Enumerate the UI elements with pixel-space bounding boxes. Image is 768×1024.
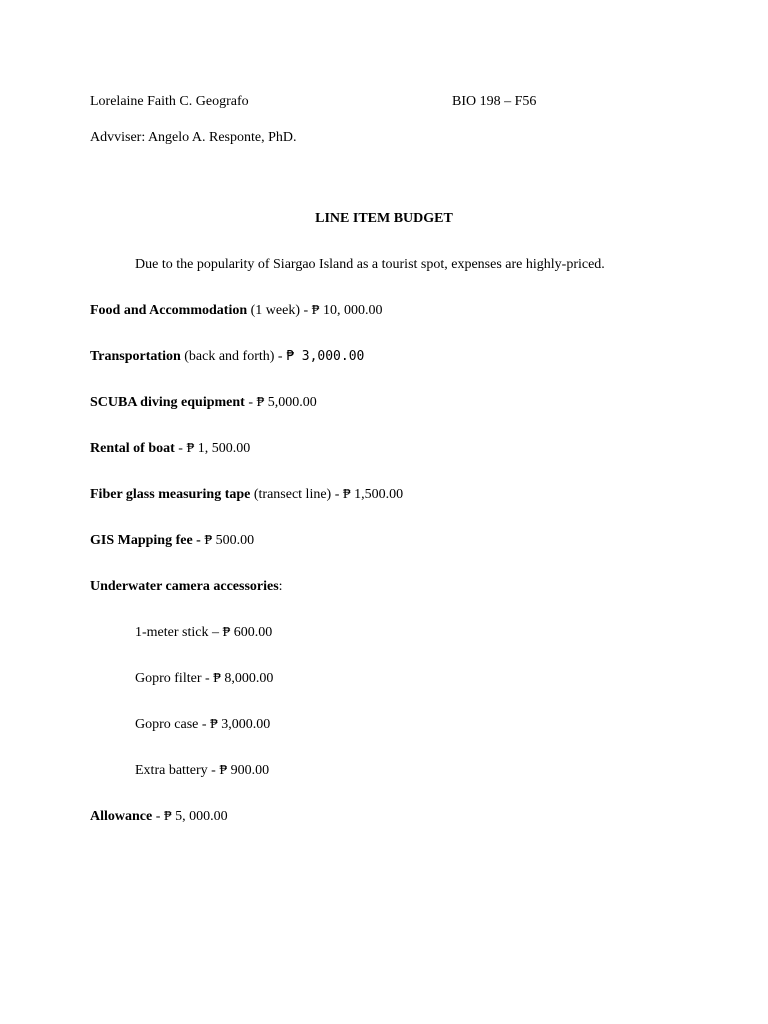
sub-item-filter: Gopro filter - ₱ 8,000.00: [135, 671, 274, 686]
budget-item-tape: [90, 486, 403, 504]
author-name: Lorelaine Faith C. Geografo: [90, 94, 249, 109]
item-amount: ₱ 5,000.00: [256, 395, 317, 410]
adviser-line: Advviser: Angelo A. Responte, PhD.: [90, 130, 297, 145]
item-detail: (1 week) -: [247, 303, 312, 318]
item-amount: ₱ 1,500.00: [342, 487, 404, 502]
item-amount: ₱ 10, 000.00: [311, 303, 383, 318]
item-detail: (transect line) -: [250, 487, 343, 502]
course-code: BIO 198 – F56: [452, 94, 537, 109]
budget-item-scuba: [90, 394, 317, 412]
item-label: Transportation: [90, 349, 181, 364]
item-label: Fiber glass measuring tape: [90, 487, 251, 502]
item-detail: :: [278, 579, 283, 594]
item-detail: -: [244, 395, 257, 410]
item-amount: ₱ 500.00: [204, 533, 255, 548]
sub-item-stick: 1-meter stick – ₱ 600.00: [135, 625, 273, 640]
budget-item-boat: [90, 440, 250, 458]
item-detail: (back and forth) -: [180, 349, 287, 364]
item-label: Food and Accommodation: [90, 303, 248, 318]
item-label: Allowance: [90, 809, 153, 824]
item-amount: ₱ 1, 500.00: [186, 441, 251, 456]
item-label: SCUBA diving equipment: [90, 395, 245, 410]
sub-item-case: Gopro case - ₱ 3,000.00: [135, 717, 271, 732]
item-label: GIS Mapping fee -: [90, 533, 201, 548]
budget-item-gis: [90, 532, 254, 550]
budget-item-allowance: [90, 808, 228, 826]
item-amount: ₱ 3,000.00: [286, 349, 365, 364]
budget-item-camera: [90, 578, 283, 596]
intro-paragraph: Due to the popularity of Siargao Island as a tourist spot, expenses are highly-priced.: [135, 257, 605, 272]
budget-item-food: [90, 302, 382, 320]
item-detail: -: [174, 441, 187, 456]
document-title: LINE ITEM BUDGET: [315, 211, 453, 226]
item-label: Underwater camera accessories: [90, 579, 279, 594]
item-label: Rental of boat: [90, 441, 175, 456]
budget-item-transportation: [90, 348, 364, 366]
item-detail: -: [152, 809, 164, 824]
item-amount: ₱ 5, 000.00: [163, 809, 228, 824]
sub-item-battery: Extra battery - ₱ 900.00: [135, 763, 270, 778]
